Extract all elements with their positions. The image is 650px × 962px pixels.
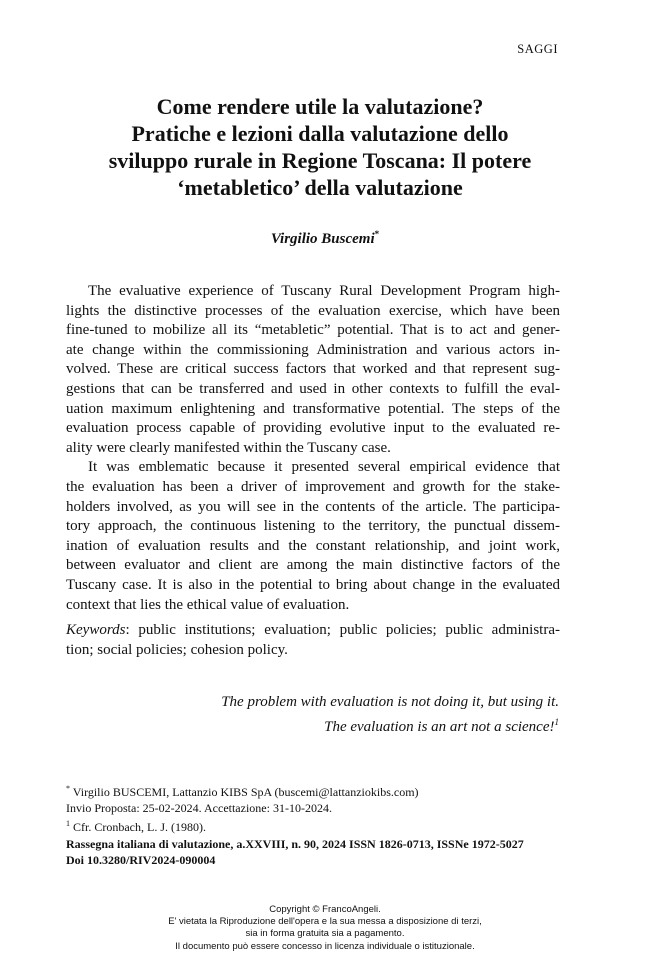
title-line: sviluppo rurale in Regione Toscana: Il potere <box>108 148 532 173</box>
copyright-line: Copyright © FrancoAngeli. <box>269 904 381 915</box>
abstract-line: the evaluation has been a driver of improvement and growth for the stake- <box>66 478 560 495</box>
keywords-line: tion; social policies; cohesion policy. <box>66 641 288 658</box>
title-line: ‘metabletico’ della valutazione <box>177 175 463 200</box>
author-byline <box>0 229 650 248</box>
abstract-line: gestions that can be transferred and used in other contexts to fulfill the eval- <box>66 380 560 397</box>
abstract <box>66 282 560 615</box>
section-tag: SAGGI <box>517 42 558 56</box>
author-name: Virgilio Buscemi <box>270 231 375 247</box>
keywords <box>66 621 560 660</box>
abstract-line: evaluation process capable of providing evolutive input to the evaluated re- <box>66 420 560 437</box>
footnote-marker: 1 <box>66 819 70 829</box>
epigraph-line <box>221 712 559 737</box>
epigraph-line: The problem with evaluation is not doing it, but using it. <box>221 694 559 710</box>
doi[interactable]: Doi 10.3280/RIV2024-090004 <box>66 852 216 867</box>
epigraph-text: The evaluation is an art not a science! <box>324 719 555 735</box>
abstract-line: ination of evaluation results and the constant relationship, and joint work, <box>66 537 560 554</box>
keywords-text: : public institutions; evaluation; public policies; public administra- <box>125 622 560 638</box>
footnotes <box>66 781 586 868</box>
keywords-line <box>66 621 560 641</box>
abstract-line: tory approach, the continuous listening to the territory, the punctual dissem- <box>66 518 560 535</box>
abstract-line: Tuscany case. It is also in the potential to bring about change in the evaluated <box>66 576 560 593</box>
epigraph <box>221 692 559 737</box>
journal-info: Rassegna italiana di valutazione, a.XXVIII, n. 90, 2024 ISSN 1826-0713, ISSNe 1972-5027 <box>66 836 524 851</box>
abstract-line: volved. These are critical success factors that worked and that represent sug- <box>66 361 560 378</box>
footnote-author <box>66 781 586 800</box>
title-line: Pratiche e lezioni dalla valutazione dello <box>131 121 509 146</box>
abstract-line: The evaluative experience of Tuscany Rural Development Program high- <box>88 283 560 299</box>
copyright-notice <box>0 904 650 953</box>
epigraph-footnote-marker[interactable]: 1 <box>554 717 559 727</box>
abstract-line: between evaluator and client are among the main distinctive factors of the <box>66 557 560 574</box>
title-line: Come rendere utile la valutazione? <box>156 94 484 119</box>
article-title <box>40 93 600 201</box>
abstract-line: ate change within the commissioning Administration and various actors in- <box>66 341 560 358</box>
footnote-marker: * <box>66 784 70 793</box>
abstract-line: fine-tuned to mobilize all its “metabletic” potential. That is to act and gener- <box>66 322 560 339</box>
footnote-reference <box>66 816 586 835</box>
footnote-text: Cfr. Cronbach, L. J. (1980). <box>70 820 206 835</box>
abstract-line: It was emblematic because it presented several empirical evidence that <box>88 459 560 476</box>
keywords-label: Keywords <box>66 622 126 638</box>
abstract-line: holders involved, as you will see in the contents of the article. The participa- <box>66 498 560 515</box>
author-footnote-marker[interactable]: * <box>374 229 380 239</box>
copyright-line: E' vietata la Riproduzione dell'opera e la sua messa a disposizione di terzi, <box>168 916 482 928</box>
copyright-line: sia in forma gratuita sia a pagamento. <box>245 928 405 940</box>
abstract-line: ality were clearly manifested within the Tuscany case. <box>66 439 391 456</box>
abstract-line: uation maximum enlightening and transformative potential. The steps of the <box>66 400 560 417</box>
abstract-line: context that lies the ethical value of evaluation. <box>66 596 350 613</box>
footnote-submission: Invio Proposta: 25-02-2024. Accettazione: 31-10-2024. <box>66 801 332 816</box>
abstract-line: lights the distinctive processes of the evaluation exercise, which have been <box>66 302 560 319</box>
footnote-text: Virgilio BUSCEMI, Lattanzio KIBS SpA (buscemi@lattanziokibs.com) <box>70 785 419 799</box>
copyright-line: Il documento può essere concesso in licenza individuale o istituzionale. <box>175 940 475 952</box>
